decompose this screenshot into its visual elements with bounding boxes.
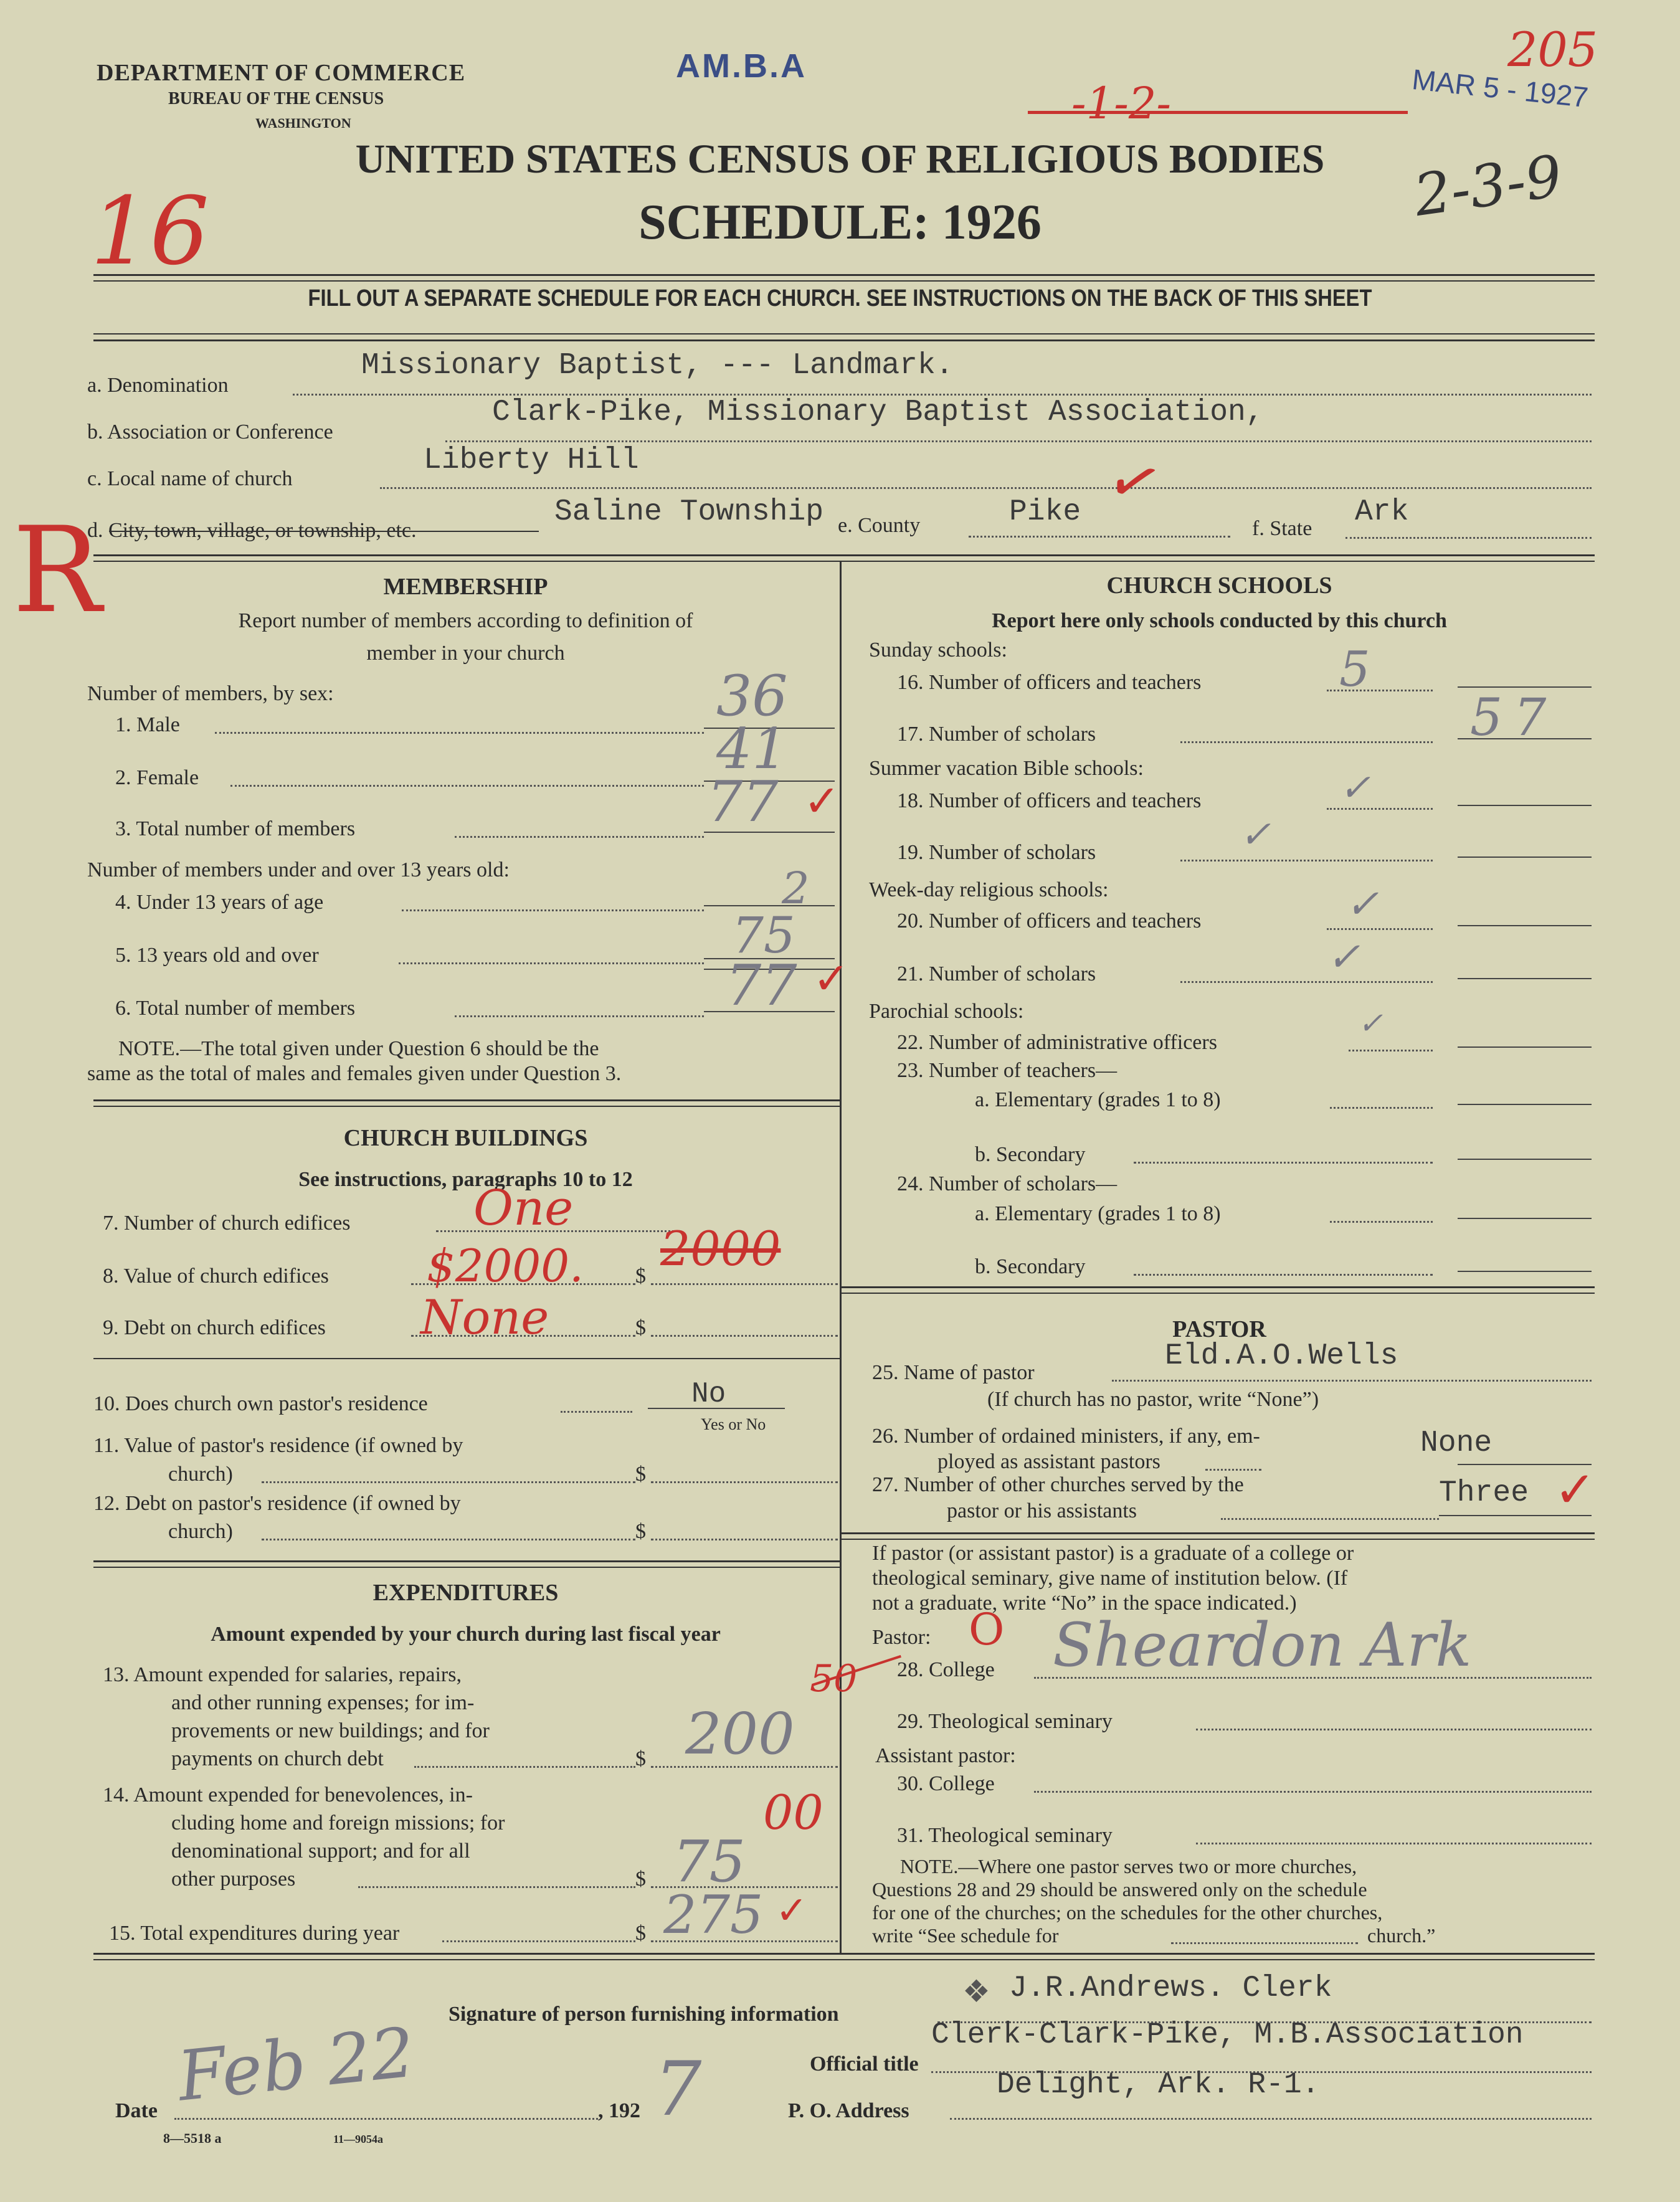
q24a-label: a. Elementary (grades 1 to 8): [975, 1202, 1221, 1225]
membership-note-2: same as the total of males and females given under Question 3.: [87, 1062, 622, 1085]
department-label: DEPARTMENT OF COMMERCE: [97, 60, 466, 86]
q8-label: 8. Value of church edifices: [103, 1265, 329, 1288]
q22-dots: [1349, 1050, 1433, 1051]
q21-dots: [1180, 981, 1433, 983]
q31-dots: [1196, 1843, 1592, 1844]
pastor-note-2: Questions 28 and 29 should be answered only on the schedule: [872, 1878, 1367, 1901]
pastor-note-4b: church.”: [1367, 1924, 1436, 1947]
q24b-dots: [1134, 1274, 1433, 1276]
rule-expend-1: [93, 1560, 840, 1562]
q29-label: 29. Theological seminary: [897, 1710, 1113, 1733]
po-address-value[interactable]: Delight, Ark. R-1.: [997, 2068, 1320, 2102]
q27-check-mark: ✓: [1554, 1463, 1597, 1518]
q6-label: 6. Total number of members: [115, 997, 356, 1020]
association-label: b. Association or Conference: [87, 420, 333, 444]
church-name-label: c. Local name of church: [87, 467, 293, 490]
denomination-label: a. Denomination: [87, 374, 229, 397]
q26-label-2: ployed as assistant pastors: [937, 1450, 1160, 1473]
q24a-dots: [1330, 1221, 1433, 1223]
q9-amount-dots: [651, 1335, 838, 1337]
q27-value[interactable]: Three: [1439, 1476, 1529, 1510]
q15-label: 15. Total expenditures during year: [109, 1922, 400, 1945]
q25-label: 25. Name of pastor: [872, 1361, 1035, 1384]
q18-line: [1458, 805, 1592, 806]
township-value[interactable]: Saline Township: [554, 495, 824, 529]
church-name-value[interactable]: Liberty Hill: [424, 444, 639, 477]
q19-check-mark: ✓: [1240, 813, 1271, 857]
q11-label-2: church): [168, 1463, 233, 1486]
q16-value[interactable]: 5: [1339, 642, 1370, 698]
membership-sub-2: member in your church: [366, 642, 565, 665]
q5-label: 5. 13 years old and over: [115, 944, 319, 967]
red-check-mark: ✓: [1099, 441, 1170, 524]
signature-value[interactable]: J.R.Andrews. Clerk: [1009, 1972, 1332, 2005]
by-sex-label: Number of members, by sex:: [87, 682, 334, 705]
graduate-note-3: not a graduate, write “No” in the space indicated.): [872, 1592, 1297, 1615]
q1-label: 1. Male: [115, 713, 180, 736]
q5-value[interactable]: 75: [732, 906, 795, 964]
q14-dollar: $: [635, 1867, 646, 1891]
q8-amount-dots: [651, 1283, 838, 1285]
q7-value[interactable]: One: [473, 1180, 574, 1236]
date-dots: [174, 2118, 598, 2120]
q25-dots: [1112, 1380, 1592, 1382]
schedule-title: SCHEDULE: 1926: [638, 195, 1042, 250]
q28-value[interactable]: Sheardon Ark: [1053, 1610, 1472, 1680]
q17-dots: [1180, 741, 1433, 743]
q13-value[interactable]: 200: [685, 1701, 795, 1767]
pastor-red-mark: O: [969, 1604, 1005, 1655]
q22-label: 22. Number of administrative officers: [897, 1031, 1217, 1054]
q3-value[interactable]: 77: [707, 769, 779, 835]
q15-dots: [442, 1940, 635, 1942]
q19-line: [1458, 857, 1592, 858]
q17-label: 17. Number of scholars: [897, 723, 1096, 746]
q15-check-mark: ✓: [776, 1890, 808, 1932]
q23a-label: a. Elementary (grades 1 to 8): [975, 1088, 1221, 1111]
membership-title: MEMBERSHIP: [383, 574, 548, 600]
parochial-schools-label: Parochial schools:: [869, 1000, 1024, 1023]
rule-grad-2: [841, 1539, 1595, 1540]
rule-top-4: [93, 339, 1595, 341]
pastor-note-dots: [1171, 1942, 1358, 1944]
q14-dots: [358, 1886, 635, 1888]
q14-label-1: 14. Amount expended for benevolences, in-: [103, 1783, 473, 1806]
church-name-dots: [380, 487, 1592, 489]
summer-schools-label: Summer vacation Bible schools:: [869, 757, 1144, 780]
q14-label-2: cluding home and foreign missions; for: [171, 1811, 505, 1834]
q16-label: 16. Number of officers and teachers: [897, 671, 1202, 694]
sunday-schools-label: Sunday schools:: [869, 638, 1007, 662]
q13-label-4: payments on church debt: [171, 1747, 384, 1770]
q21-check-mark: ✓: [1327, 934, 1360, 980]
age-intro-label: Number of members under and over 13 years old:: [87, 858, 510, 881]
q14-label-4: other purposes: [171, 1867, 296, 1891]
q25-value[interactable]: Eld.A.O.Wells: [1165, 1339, 1398, 1373]
rule-buildings-2: [93, 1106, 840, 1107]
q6-dots: [455, 1015, 704, 1017]
rule-mid-2: [93, 561, 1595, 562]
q8-struck-value: 2000: [660, 1221, 781, 1276]
q13-dollar: $: [635, 1747, 646, 1770]
weekday-schools-label: Week-day religious schools:: [869, 878, 1109, 901]
q11-label-1: 11. Value of pastor's residence (if owned by: [93, 1434, 463, 1457]
q15-value[interactable]: 275: [663, 1884, 764, 1945]
q17-value[interactable]: 57: [1470, 688, 1558, 747]
q3-dots: [455, 836, 704, 838]
red-strike-line: [1028, 111, 1408, 114]
buildings-title: CHURCH BUILDINGS: [343, 1125, 588, 1151]
bureau-label: BUREAU OF THE CENSUS: [168, 89, 384, 108]
county-value[interactable]: Pike: [1009, 495, 1081, 529]
signature-mark-icon: ❖: [962, 1974, 990, 2009]
q24b-line: [1458, 1271, 1592, 1272]
q11-amount-dots: [651, 1481, 838, 1483]
pastor-note-3: for one of the churches; on the schedules for the other churches,: [872, 1901, 1383, 1924]
q12-label-1: 12. Debt on pastor's residence (if owned by: [93, 1492, 461, 1515]
rule-grad-1: [841, 1532, 1595, 1534]
township-strike: [109, 531, 539, 532]
q8-dollar: $: [635, 1265, 646, 1288]
county-dots: [969, 536, 1230, 538]
year-value[interactable]: 7: [654, 2046, 702, 2133]
q23b-line: [1458, 1159, 1592, 1160]
q27-label-1: 27. Number of other churches served by the: [872, 1473, 1244, 1496]
q26-dots: [1205, 1469, 1261, 1471]
q24b-label: b. Secondary: [975, 1255, 1086, 1278]
q20-dots: [1327, 928, 1433, 930]
membership-sub-1: Report number of members according to definition of: [238, 609, 693, 632]
form-title: UNITED STATES CENSUS OF RELIGIOUS BODIES: [355, 136, 1325, 182]
po-address-dots: [950, 2118, 1592, 2120]
po-address-label: P. O. Address: [788, 2099, 909, 2122]
rule-mid-1: [93, 554, 1595, 556]
pastor-sublabel: Pastor:: [872, 1626, 931, 1649]
q13-dots: [414, 1766, 635, 1768]
expenditures-sub: Amount expended by your church during last fiscal year: [211, 1623, 721, 1646]
rule-buildings-1: [93, 1099, 840, 1101]
number-16-mark: 16: [90, 178, 209, 286]
q6-check-mark: ✓: [813, 956, 850, 1004]
q15-dollar: $: [635, 1922, 646, 1945]
q9-dollar: $: [635, 1316, 646, 1339]
q12-dots: [262, 1539, 635, 1540]
q6-value[interactable]: 77: [726, 953, 797, 1018]
q27-label-2: pastor or his assistants: [947, 1499, 1137, 1522]
schools-sub: Report here only schools conducted by this church: [992, 609, 1447, 632]
year-label: , 192: [598, 2099, 640, 2122]
instruction-banner: FILL OUT A SEPARATE SCHEDULE FOR EACH CHURCH. SEE INSTRUCTIONS ON THE BACK OF THIS SHEET: [308, 285, 1372, 311]
column-divider: [840, 561, 842, 1953]
q23b-dots: [1134, 1162, 1433, 1164]
q9-value[interactable]: None: [420, 1289, 549, 1345]
denomination-value[interactable]: Missionary Baptist, --- Landmark.: [361, 349, 954, 382]
q16-line: [1458, 686, 1592, 688]
q24-label: 24. Number of scholars—: [897, 1172, 1118, 1195]
number-205-mark: 205: [1507, 22, 1598, 77]
code-239-mark: 2-3-9: [1410, 142, 1567, 230]
date-label: Date: [115, 2099, 158, 2122]
q10-dots: [561, 1411, 632, 1413]
q11-dots: [262, 1481, 635, 1483]
state-label: f. State: [1252, 517, 1312, 540]
q26-value[interactable]: None: [1420, 1426, 1493, 1460]
amba-stamp: AM.B.A: [676, 47, 807, 85]
q5-dots: [399, 962, 704, 964]
state-value[interactable]: Ark: [1355, 495, 1409, 529]
q10-hint: Yes or No: [701, 1415, 766, 1433]
q11-dollar: $: [635, 1463, 646, 1486]
q14-label-3: denominational support; and for all: [171, 1839, 470, 1863]
assistant-pastor-label: Assistant pastor:: [875, 1744, 1016, 1767]
q23b-label: b. Secondary: [975, 1143, 1086, 1166]
q14-value[interactable]: 75: [673, 1828, 746, 1895]
q18-label: 18. Number of officers and teachers: [897, 789, 1202, 812]
q13-label-2: and other running expenses; for im-: [171, 1691, 475, 1714]
pastor-note-1: NOTE.—Where one pastor serves two or more churches,: [900, 1855, 1357, 1877]
city-label: WASHINGTON: [255, 115, 351, 131]
rule-residence: [93, 1358, 840, 1359]
official-title-value[interactable]: Clerk-Clark-Pike, M.B.Association: [931, 2018, 1524, 2052]
q13-red-value: 50: [810, 1657, 858, 1701]
q29-dots: [1196, 1729, 1592, 1730]
q4-label: 4. Under 13 years of age: [115, 891, 324, 914]
q30-dots: [1034, 1791, 1592, 1793]
membership-note-1: NOTE.—The total given under Question 6 should be the: [118, 1037, 599, 1060]
q1-dots: [215, 732, 704, 734]
q18-check-mark: ✓: [1339, 766, 1371, 810]
q14-red-value: 00: [763, 1785, 823, 1840]
q20-line: [1458, 925, 1592, 926]
q2-dots: [230, 785, 704, 787]
rule-bottom-1: [93, 1953, 1595, 1955]
q13-label-3: provements or new buildings; and for: [171, 1719, 490, 1742]
form-number-2: 11—9054a: [333, 2133, 384, 2145]
q8-value[interactable]: $2000.: [427, 1240, 584, 1292]
q26-label-1: 26. Number of ordained ministers, if any, em-: [872, 1425, 1260, 1448]
schools-title: CHURCH SCHOOLS: [1106, 572, 1332, 599]
signature-label: Signature of person furnishing information: [448, 2003, 839, 2026]
rule-pastor-1: [841, 1286, 1595, 1288]
q21-line: [1458, 978, 1592, 979]
q4-dots: [402, 909, 704, 911]
q2-label: 2. Female: [115, 766, 199, 789]
r-mark: R: [12, 501, 102, 639]
q23a-line: [1458, 1104, 1592, 1105]
q12-amount-dots: [651, 1539, 838, 1540]
q30-label: 30. College: [897, 1772, 995, 1795]
q24a-line: [1458, 1218, 1592, 1219]
graduate-note-1: If pastor (or assistant pastor) is a graduate of a college or: [872, 1542, 1354, 1565]
association-value[interactable]: Clark-Pike, Missionary Baptist Association,: [492, 396, 1264, 429]
graduate-note-2: theological seminary, give name of institution below. (If: [872, 1567, 1348, 1590]
top-red-mark: -1-2-: [1071, 78, 1172, 129]
q1-value[interactable]: 36: [716, 663, 788, 729]
q3-check-mark: ✓: [804, 778, 840, 826]
expenditures-title: EXPENDITURES: [373, 1580, 559, 1606]
date-value[interactable]: Feb 22: [174, 2012, 419, 2117]
rule-top-1: [93, 274, 1595, 276]
q3-label: 3. Total number of members: [115, 817, 356, 840]
pastor-title: PASTOR: [1172, 1316, 1266, 1342]
state-dots: [1345, 537, 1592, 539]
q21-label: 21. Number of scholars: [897, 962, 1096, 985]
rule-top-2: [93, 280, 1595, 282]
q20-check-mark: ✓: [1345, 881, 1379, 928]
q4-value[interactable]: 2: [782, 863, 810, 914]
q22-line: [1458, 1046, 1592, 1048]
rule-pastor-2: [841, 1293, 1595, 1294]
q23a-dots: [1330, 1107, 1433, 1109]
county-label: e. County: [838, 514, 921, 537]
form-number-1: 8—5518 a: [163, 2130, 222, 2146]
q9-label: 9. Debt on church edifices: [103, 1316, 326, 1339]
association-dots: [445, 440, 1592, 442]
rule-expend-2: [93, 1567, 840, 1568]
q27-dots: [1221, 1518, 1439, 1520]
q13-label-1: 13. Amount expended for salaries, repairs,: [103, 1663, 462, 1686]
q2-value[interactable]: 41: [716, 716, 788, 782]
received-date-stamp: MAR 5 - 1927: [1410, 62, 1590, 114]
q19-dots: [1180, 860, 1433, 861]
q28-label: 28. College: [897, 1658, 995, 1681]
rule-bottom-2: [93, 1959, 1595, 1960]
q12-label-2: church): [168, 1520, 233, 1543]
q22-check-mark: ✓: [1358, 1006, 1383, 1041]
q7-label: 7. Number of church edifices: [103, 1212, 351, 1235]
official-title-label: Official title: [810, 2053, 919, 2076]
q19-label: 19. Number of scholars: [897, 841, 1096, 864]
rule-top-3: [93, 333, 1595, 335]
q20-label: 20. Number of officers and teachers: [897, 909, 1202, 933]
q31-label: 31. Theological seminary: [897, 1824, 1113, 1847]
q23-label: 23. Number of teachers—: [897, 1059, 1118, 1082]
pastor-note-4a: write “See schedule for: [872, 1924, 1059, 1947]
q25-hint: (If church has no pastor, write “None”): [987, 1388, 1319, 1411]
buildings-sub: See instructions, paragraphs 10 to 12: [298, 1168, 633, 1191]
township-label: d. City, town, village, or township, etc.: [87, 519, 417, 542]
q10-label: 10. Does church own pastor's residence: [93, 1392, 428, 1415]
q12-dollar: $: [635, 1520, 646, 1543]
q10-value[interactable]: No: [691, 1378, 726, 1410]
